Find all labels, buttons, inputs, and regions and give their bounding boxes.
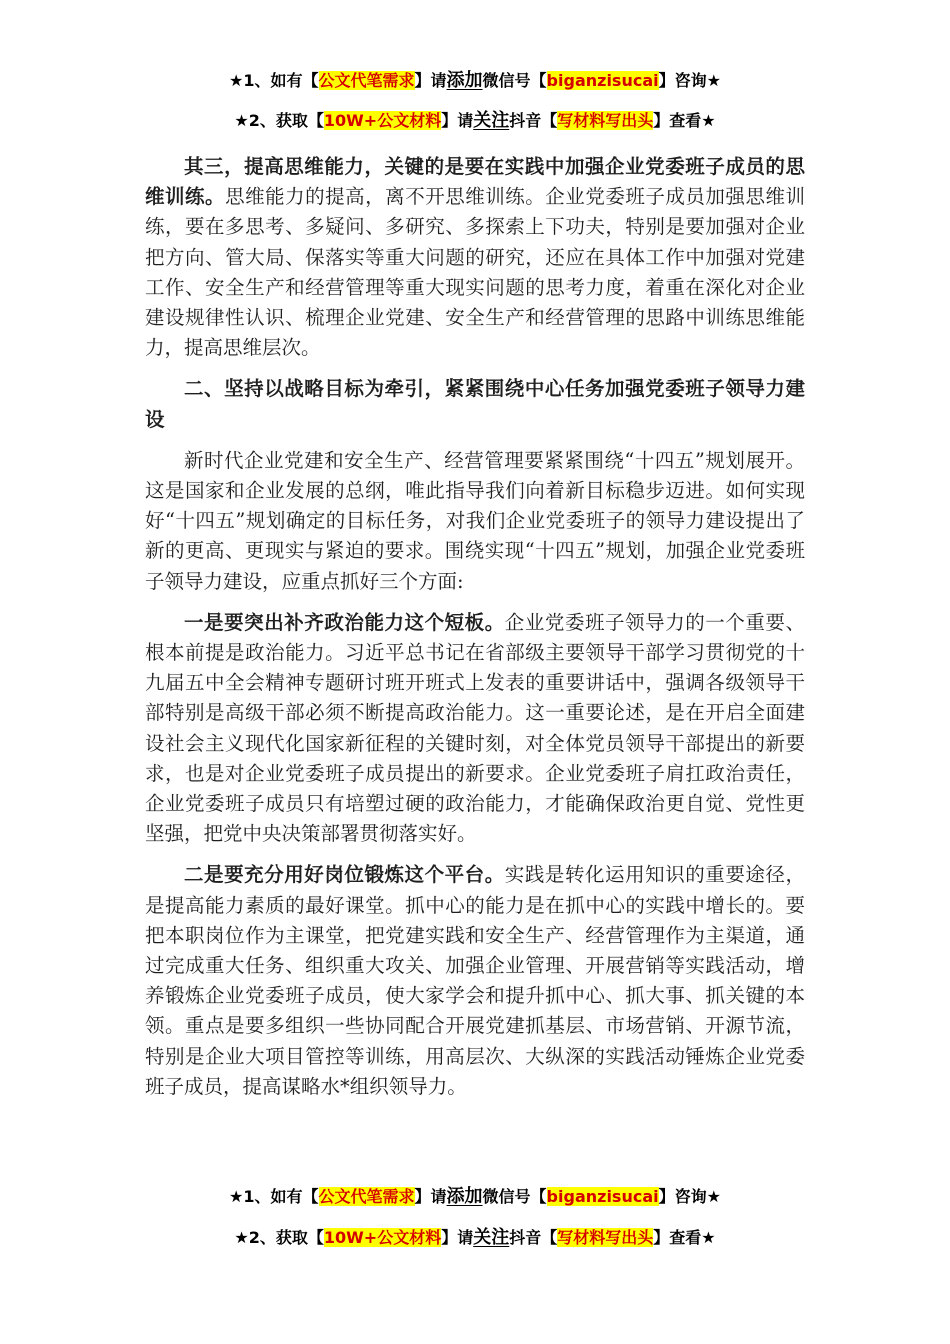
document-body bbox=[145, 152, 805, 1113]
banner-highlight-wechat-id: biganzisucai bbox=[546, 1187, 659, 1206]
banner-text: 抖音【 bbox=[509, 1228, 558, 1247]
paragraph-thinking-ability bbox=[145, 152, 805, 363]
paragraph-lead: 二是要充分用好岗位锻炼这个平台。 bbox=[184, 863, 505, 887]
banner-underline-follow: 关注 bbox=[473, 110, 510, 131]
banner-prefix: ★1、如有【 bbox=[229, 71, 319, 90]
banner-highlight-douyin: 写材料写出头 bbox=[557, 1228, 654, 1247]
header-banner-line-2 bbox=[0, 110, 950, 132]
section-heading-2: 二、坚持以战略目标为牵引，紧紧围绕中心任务加强党委班子领导力建设 bbox=[145, 377, 805, 431]
banner-highlight-materials: 10W+公文材料 bbox=[323, 111, 442, 130]
banner-text: 】请 bbox=[441, 111, 474, 130]
banner-text: 】请 bbox=[441, 1228, 474, 1247]
banner-prefix: ★2、获取【 bbox=[234, 111, 324, 130]
banner-text: 】请 bbox=[414, 1187, 447, 1206]
paragraph-text: 实践是转化运用知识的重要途径，是提高能力素质的最好课堂。抓中心的能力是在抓中心的实践中增长的。要把本职岗位作为主课堂，把党建实践和安全生产、经营管理作为主渠道，通过完成重大任务、组织重大攻关、加强企业管理、开展营销等实践活动，增养锻炼企业党委班子成员，使大家学会和提升抓中心、抓大事、抓关键的本领。重点是要多组织一些协同配合开展党建抓基层、市场营销、开源节流，特别是企业大项目管控等训练，用高层次、大纵深的实践活动锤炼企业党委班子成员，提高谋略水*组织领导力。 bbox=[145, 863, 805, 1098]
banner-prefix: ★2、获取【 bbox=[234, 1228, 324, 1247]
banner-underline-follow: 关注 bbox=[473, 1227, 510, 1248]
banner-suffix: 】咨询★ bbox=[658, 1187, 721, 1206]
banner-prefix: ★1、如有【 bbox=[229, 1187, 319, 1206]
header-banner-line-1 bbox=[0, 70, 950, 92]
banner-highlight-douyin: 写材料写出头 bbox=[557, 111, 654, 130]
paragraph-lead: 其三，提高思维能力，关键的是要在实践中加强企业党委班子成员的思维训练。 bbox=[145, 155, 805, 209]
banner-suffix: 】查看★ bbox=[653, 1228, 716, 1247]
banner-suffix: 】查看★ bbox=[653, 111, 716, 130]
banner-text: 】请 bbox=[414, 71, 447, 90]
footer-banner-line-2 bbox=[0, 1227, 950, 1249]
paragraph-text: 思维能力的提高，离不开思维训练。企业党委班子成员加强思维训练，要在多思考、多疑问、多研究、多探索上下功夫，特别是要加强对企业把方向、管大局、保落实等重大问题的研究，还应在具体工作中加强对党建工作、安全生产和经营管理等重大现实问题的思考力度，着重在深化对企业建设规律性认识、梳理企业党建、安全生产和经营管理的思路中训练思维能力，提高思维层次。 bbox=[145, 185, 805, 360]
banner-suffix: 】咨询★ bbox=[658, 71, 721, 90]
banner-text: 抖音【 bbox=[509, 111, 558, 130]
paragraph-fourteenth-plan: 新时代企业党建和安全生产、经营管理要紧紧围绕“十四五”规划展开。这是国家和企业发展的总纲，唯此指导我们向着新目标稳步迈进。如何实现好“十四五”规划确定的目标任务，对我们企业党委班子的领导力建设提出了新的更高、更现实与紧迫的要求。围绕实现“十四五”规划，加强企业党委班子领导力建设，应重点抓好三个方面: bbox=[145, 448, 805, 593]
paragraph-text: 企业党委班子领导力的一个重要、根本前提是政治能力。习近平总书记在省部级主要领导干部学习贯彻党的十九届五中全会精神专题研讨班开班式上发表的重要讲话中，强调各级领导干部特别是高级干部必须不断提高政治能力。这一重要论述，是在开启全面建设社会主义现代化国家新征程的关键时刻，对全体党员领导干部提出的新要求，也是对企业党委班子成员提出的新要求。企业党委班子肩扛政治责任，企业党委班子成员只有培塑过硬的政治能力，才能确保政治更自觉、党性更坚强，把党中央决策部署贯彻落实好。 bbox=[145, 610, 805, 846]
banner-underline-add: 添加 bbox=[446, 70, 483, 91]
banner-highlight-service: 公文代笔需求 bbox=[318, 71, 415, 90]
banner-highlight-materials: 10W+公文材料 bbox=[323, 1228, 442, 1247]
banner-text: 微信号【 bbox=[482, 71, 547, 90]
banner-highlight-service: 公文代笔需求 bbox=[318, 1187, 415, 1206]
footer-banner-line-1 bbox=[0, 1186, 950, 1208]
banner-highlight-wechat-id: biganzisucai bbox=[546, 71, 659, 90]
paragraph-political-ability bbox=[145, 608, 805, 850]
paragraph-lead: 一是要突出补齐政治能力这个短板。 bbox=[184, 610, 505, 634]
banner-underline-add: 添加 bbox=[446, 1186, 483, 1207]
paragraph-post-training bbox=[145, 860, 805, 1102]
banner-text: 微信号【 bbox=[482, 1187, 547, 1206]
